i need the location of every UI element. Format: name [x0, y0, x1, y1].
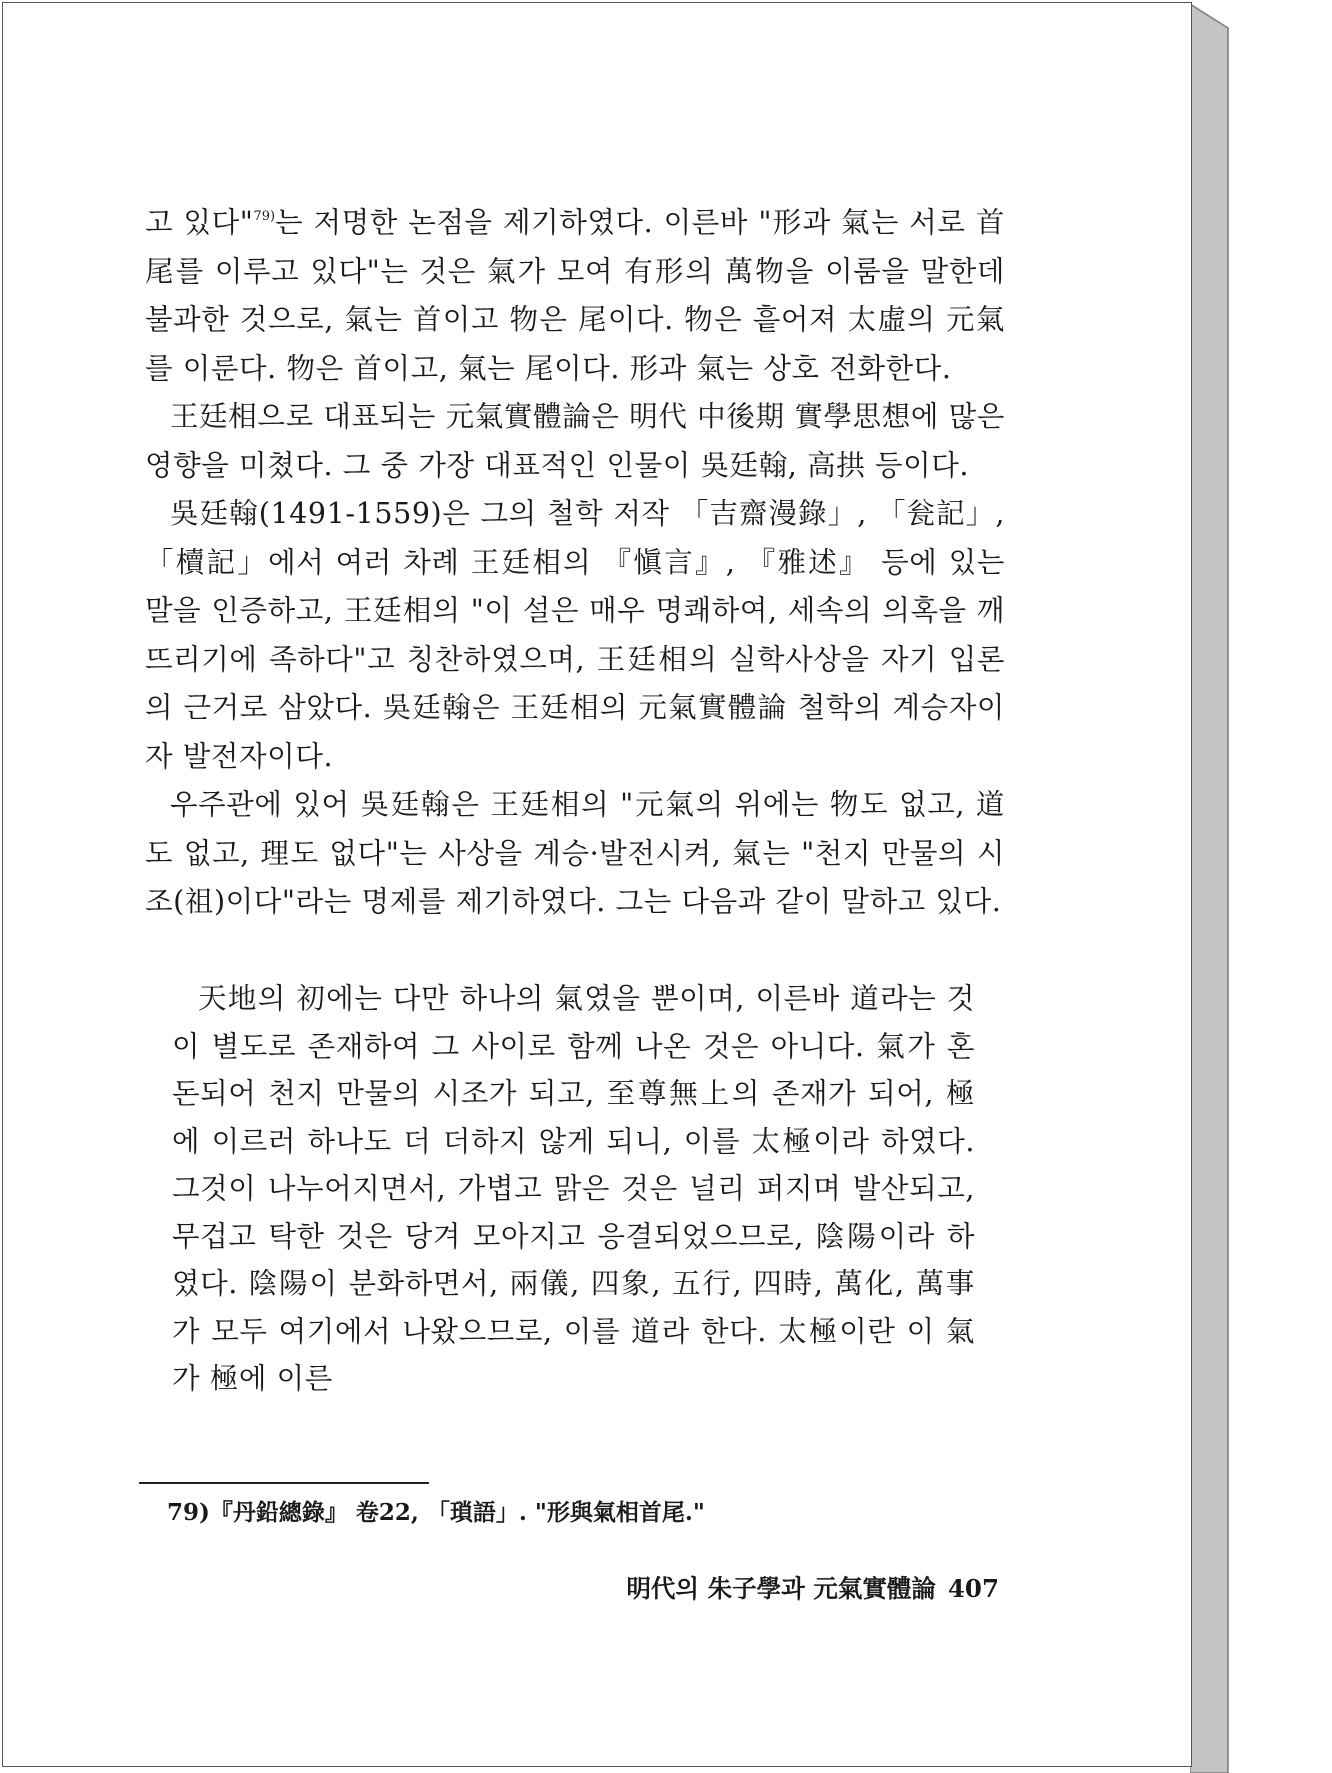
- block-quote: [145, 975, 1005, 1403]
- paragraph-1-rest: 는 저명한 논점을 제기하였다. 이른바 "形과 氣는 서로 首尾를 이루고 있다"는 것은 氣가 모여 有形의 萬物을 이룸을 말한데 불과한 것으로, 氣는 首이고 物은 尾이다. 物은 흩어져 太虛의 元氣를 이룬다. 物은 首이고, 氣는 尾이다. 形과 氣는 상호 전화한다.: [145, 206, 1006, 385]
- book-page: [2, 2, 1192, 1767]
- running-footer: [626, 1573, 999, 1605]
- paragraph-4: 우주관에 있어 吳廷翰은 王廷相의 "元氣의 위에는 物도 없고, 道도 없고, 理도 없다"는 사상을 계승·발전시켜, 氣는 "천지 만물의 시조(祖)이다"라는 명제를 제기하였다. 그는 다음과 같이 말하고 있다.: [145, 788, 1005, 918]
- paragraph-2: 王廷相으로 대표되는 元氣實體論은 明代 中後期 實學思想에 많은 영향을 미쳤다. 그 중 가장 대표적인 인물이 吳廷翰, 高拱 등이다.: [145, 400, 1005, 482]
- paragraph-1: [145, 199, 1005, 393]
- section-spacer: [145, 927, 1005, 976]
- page-number: 407: [947, 1574, 999, 1603]
- footnote-79: 79)『丹鉛總錄』 卷22, 「瑣語」. "形與氣相首尾.": [167, 1499, 705, 1526]
- body-text: [145, 199, 1005, 1403]
- quote-text: 天地의 初에는 다만 하나의 氣였을 뿐이며, 이른바 道라는 것이 별도로 존재하여 그 사이로 함께 나온 것은 아니다. 氣가 혼돈되어 천지 만물의 시조가 되고, 至尊無上의 존재가 되어, 極에 이르러 하나도 더 더하지 않게 되니, 이를 太極이라 하였다. 그것이 나누어지면서, 가볍고 맑은 것은 널리 퍼지며 발산되고, 무겁고 탁한 것은 당겨 모아지고 응결되었으므로, 陰陽이라 하였다. 陰陽이 분화하면서, 兩儀, 四象, 五行, 四時, 萬化, 萬事가 모두 여기에서 나왔으므로, 이를 道라 한다. 太極이란 이 氣가 極에 이른: [172, 982, 975, 1395]
- footnote-divider: [139, 1482, 429, 1484]
- footnote-ref-79: 79): [253, 209, 276, 224]
- paragraph-1-lead: 고 있다": [145, 206, 254, 239]
- paragraph-3: 吳廷翰(1491-1559)은 그의 철학 저작 「吉齋漫錄」, 「瓮記」, 「櫝記」에서 여러 차례 王廷相의 『愼言』, 『雅述』 등에 있는 말을 인증하고, 王廷相의 "이 설은 매우 명쾌하여, 세속의 의혹을 깨뜨리기에 족하다"고 칭찬하였으며, 王廷相의 실학사상을 자기 입론의 근거로 삼았다. 吳廷翰은 王廷相의 元氣實體論 철학의 계승자이자 발전자이다.: [145, 497, 1005, 773]
- running-title: 明代의 朱子學과 元氣實體論: [626, 1574, 936, 1603]
- book-edge: [1190, 0, 1240, 1773]
